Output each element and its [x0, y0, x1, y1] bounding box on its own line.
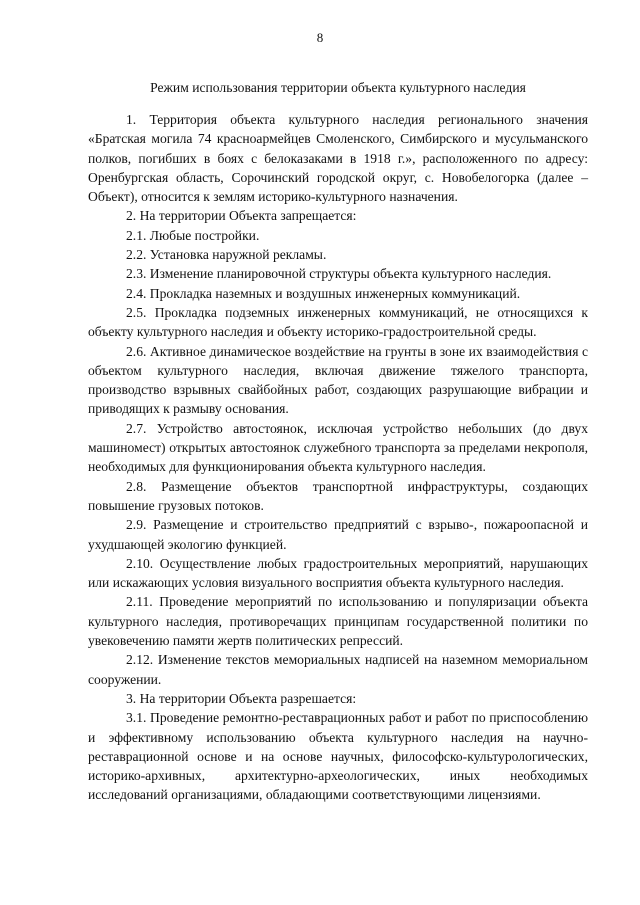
paragraph-3-1: 3.1. Проведение ремонтно-реставрационных работ и работ по приспособлению и эффективному использованию объекта культурного наследия на научно-реставрационной основе и на основе научных, философско-культурологических, историко-архивных, архитектурно-археологических, иных необходимых исследований организациями, обладающими соответствующими лицензиями.	[88, 710, 588, 803]
paragraph-2-11: 2.11. Проведение мероприятий по использованию и популяризации объекта культурного наследия, противоречащих принципам государственной политики по увековечению памяти жертв политических репрессий.	[88, 594, 588, 649]
section-title: Режим использования территории объекта культурного наследия	[150, 80, 526, 95]
paragraph-2-3: 2.3. Изменение планировочной структуры объекта культурного наследия.	[126, 266, 552, 282]
paragraph-2-5: 2.5. Прокладка подземных инженерных коммуникаций, не относящихся к объекту культурного наследия и объекту историко-градостроительной среды.	[88, 304, 588, 340]
paragraph-1: 1. Территория объекта культурного наследия регионального значения «Братская могила 74 красноармейцев Смоленского, Симбирского и мусульманского полков, погибших в боях с белоказаками в 1918 г.», расположенного по адресу: Оренбургская область, Сорочинский городской округ, с. Новобелогорка (далее – Объект), относится к землям историко-культурного назначения.	[88, 112, 588, 205]
page-number: 8	[316, 30, 324, 45]
paragraph-2-1: 2.1. Любые постройки.	[126, 227, 260, 243]
paragraph-2-8: 2.8. Размещение объектов транспортной инфраструктуры, создающих повышение грузовых потоков.	[88, 478, 588, 513]
paragraph-2-9: 2.9. Размещение и строительство предприятий с взрыво-, пожароопасной и ухудшающей экологию функцией.	[88, 517, 588, 552]
paragraph-2-10: 2.10. Осуществление любых градостроительных мероприятий, нарушающих или искажающих условия визуального восприятия объекта культурного наследия.	[88, 555, 588, 591]
paragraph-2-4: 2.4. Прокладка наземных и воздушных инженерных коммуникаций.	[126, 285, 521, 301]
paragraph-2-2: 2.2. Установка наружной рекламы.	[126, 247, 327, 263]
paragraph-2-7: 2.7. Устройство автостоянок, исключая устройство небольших (до двух машиномест) открытых автостоянок служебного транспорта за пределами некрополя, необходимых для функционирования объекта культурного наследия.	[88, 420, 588, 475]
paragraph-2-12: 2.12. Изменение текстов мемориальных надписей на наземном мемориальном сооружении.	[88, 652, 588, 687]
paragraph-2-6: 2.6. Активное динамическое воздействие на грунты в зоне их взаимодействия с объектом культурного наследия, включая движение тяжелого транспорта, производство взрывных свайбойных работ, создающих разрушающие вибрации и приводящих к размыву основания.	[88, 343, 588, 417]
document-body	[88, 110, 588, 805]
paragraph-2: 2. На территории Объекта запрещается:	[126, 208, 357, 224]
paragraph-3: 3. На территории Объекта разрешается:	[126, 690, 357, 706]
